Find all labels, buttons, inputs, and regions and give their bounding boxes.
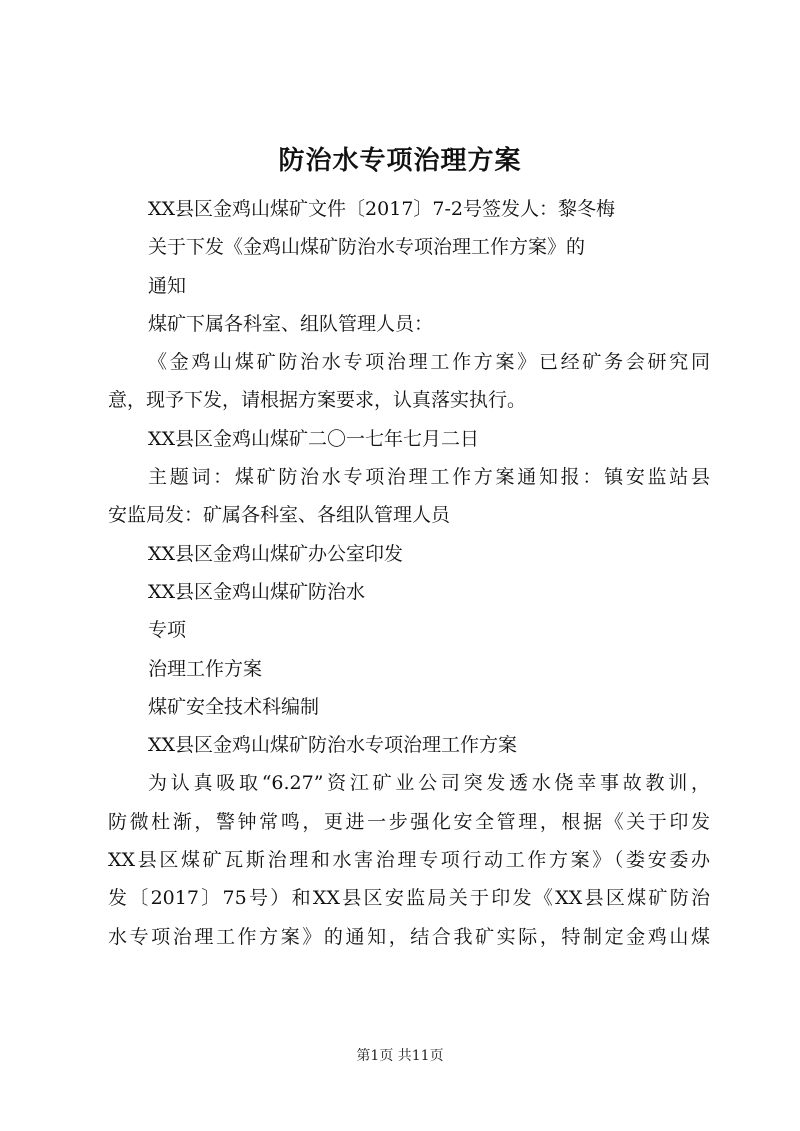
paragraph-line: 防微杜渐，警钟常鸣，更进一步强化安全管理，根据《关于印发 [108, 810, 710, 833]
editor-line: 煤矿安全技术科编制 [148, 695, 320, 718]
document-body [108, 190, 710, 956]
paragraph-line: 意，现予下发，请根据方案要求，认真落实执行。 [108, 389, 527, 412]
paragraph-line: 《金鸡山煤矿防治水专项治理工作方案》已经矿务会研究同 [148, 351, 710, 374]
page-footer: 第1页 共11页 [356, 1048, 444, 1064]
paragraph-line: 为认真吸取“6.27”资江矿业公司突发透水侥幸事故教训， [148, 772, 710, 795]
subject-line: 主题词：煤矿防治水专项治理工作方案通知报：镇安监站县 [148, 466, 710, 489]
doc-number-line: XX县区金鸡山煤矿文件〔2017〕7-2号签发人：黎冬梅 [148, 198, 616, 220]
paragraph-line: 发〔2017〕75号）和XX县区安监局关于印发《XX县区煤矿防治 [108, 887, 710, 910]
heading-line: XX县区金鸡山煤矿防治水 [148, 580, 366, 603]
date-line: XX县区金鸡山煤矿二〇一七年七月二日 [148, 427, 480, 450]
document-title: 防治水专项治理方案 [278, 146, 522, 176]
notice-title-line: 关于下发《金鸡山煤矿防治水专项治理工作方案》的 [148, 236, 586, 259]
addressee-line: 煤矿下属各科室、组队管理人员： [148, 312, 434, 335]
heading-line: 专项 [148, 619, 187, 642]
subject-line: 安监局发：矿属各科室、各组队管理人员 [108, 504, 451, 527]
issuer-line: XX县区金鸡山煤矿办公室印发 [148, 542, 404, 565]
heading-line: 治理工作方案 [148, 657, 263, 680]
notice-title-line: 通知 [148, 274, 187, 297]
plan-title-line: XX县区金鸡山煤矿防治水专项治理工作方案 [148, 734, 518, 757]
paragraph-line: XX县区煤矿瓦斯治理和水害治理专项行动工作方案》（娄安委办 [108, 849, 710, 872]
paragraph-line: 水专项治理工作方案》的通知，结合我矿实际，特制定金鸡山煤 [108, 925, 710, 948]
